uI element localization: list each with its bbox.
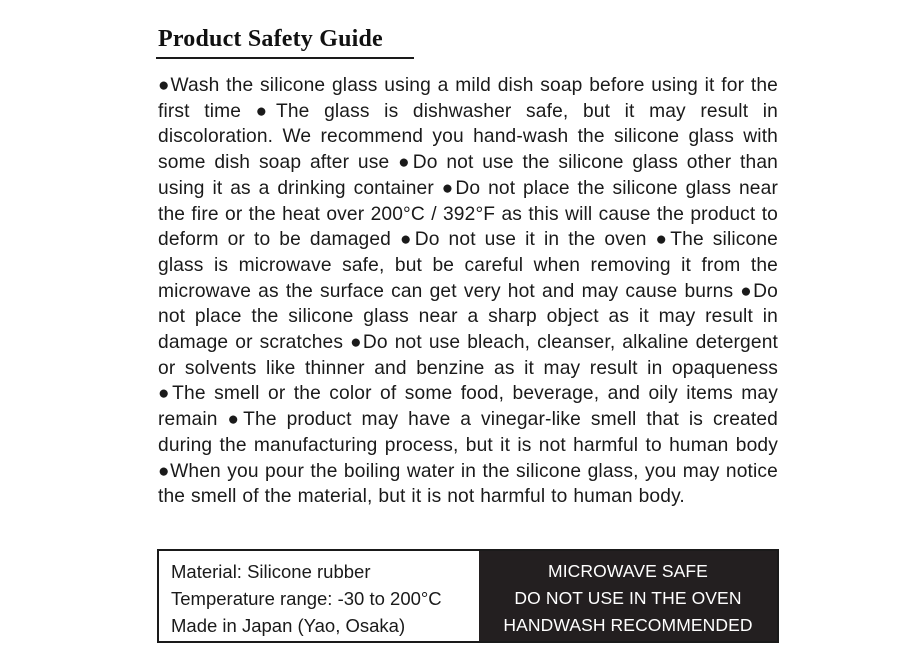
instruction-item: Wash the silicone glass using a mild dish soap before using it for the first time (158, 75, 778, 122)
bullet-icon: ● (158, 383, 173, 405)
bullet-icon: ● (399, 229, 415, 251)
instruction-item: When you pour the boiling water in the silicone glass, you may notice the smell of the material, but it is not harmful to human body. (158, 460, 778, 508)
bullet-icon: ● (158, 75, 171, 96)
instruction-item: Do not use bleach, cleanser, alkaline detergent or solvents like thinner and benzine as it may result in opaqueness (158, 332, 779, 379)
bullet-icon: ● (398, 152, 413, 174)
bullet-icon: ● (255, 100, 276, 122)
handwash-notice: HANDWASH RECOMMENDED (503, 615, 753, 635)
bullet-icon: ● (655, 229, 671, 251)
instruction-item: The glass is dishwasher safe, but it may result in discoloration. We recommend you hand-wash the silicone glass with some dish soap after use (158, 100, 778, 174)
microwave-notice: MICROWAVE SAFE (548, 561, 708, 581)
product-info-box (157, 549, 779, 643)
title-underline (156, 57, 414, 59)
instruction-item: Do not use the silicone glass other than using it as a drinking container (158, 152, 778, 199)
bullet-icon: ● (740, 280, 754, 302)
bullet-icon: ● (227, 409, 244, 431)
instruction-item: Do not place the silicone glass near the fire or the heat over 200°C / 392°F as this will cause the product to deform or to be damaged (158, 177, 778, 251)
instruction-item: The smell or the color of some food, beverage, and oily items may remain (158, 383, 778, 431)
instruction-item: Do not place the silicone glass near a sharp object as it may result in damage or scratches (158, 280, 778, 354)
temperature-spec: Temperature range: -30 to 200°C (171, 588, 442, 609)
instruction-item: The silicone glass is microwave safe, but be careful when removing it from the microwave as the surface can get very hot and may cause burns (158, 229, 778, 302)
material-spec: Material: Silicone rubber (171, 561, 371, 582)
page-title: Product Safety Guide (158, 26, 383, 52)
notices-panel (479, 551, 777, 641)
bullet-icon: ● (158, 460, 171, 482)
bullet-icon: ● (441, 177, 456, 199)
oven-notice: DO NOT USE IN THE OVEN (514, 588, 742, 608)
bullet-icon: ● (350, 332, 363, 354)
instruction-item: The product may have a vinegar-like smell that is created during the manufacturing process, but it is not harmful to human body (158, 409, 778, 456)
origin-spec: Made in Japan (Yao, Osaka) (171, 615, 406, 636)
safety-instructions (158, 73, 778, 510)
instruction-item: Do not use it in the oven (414, 229, 656, 251)
specs-panel (159, 551, 479, 641)
